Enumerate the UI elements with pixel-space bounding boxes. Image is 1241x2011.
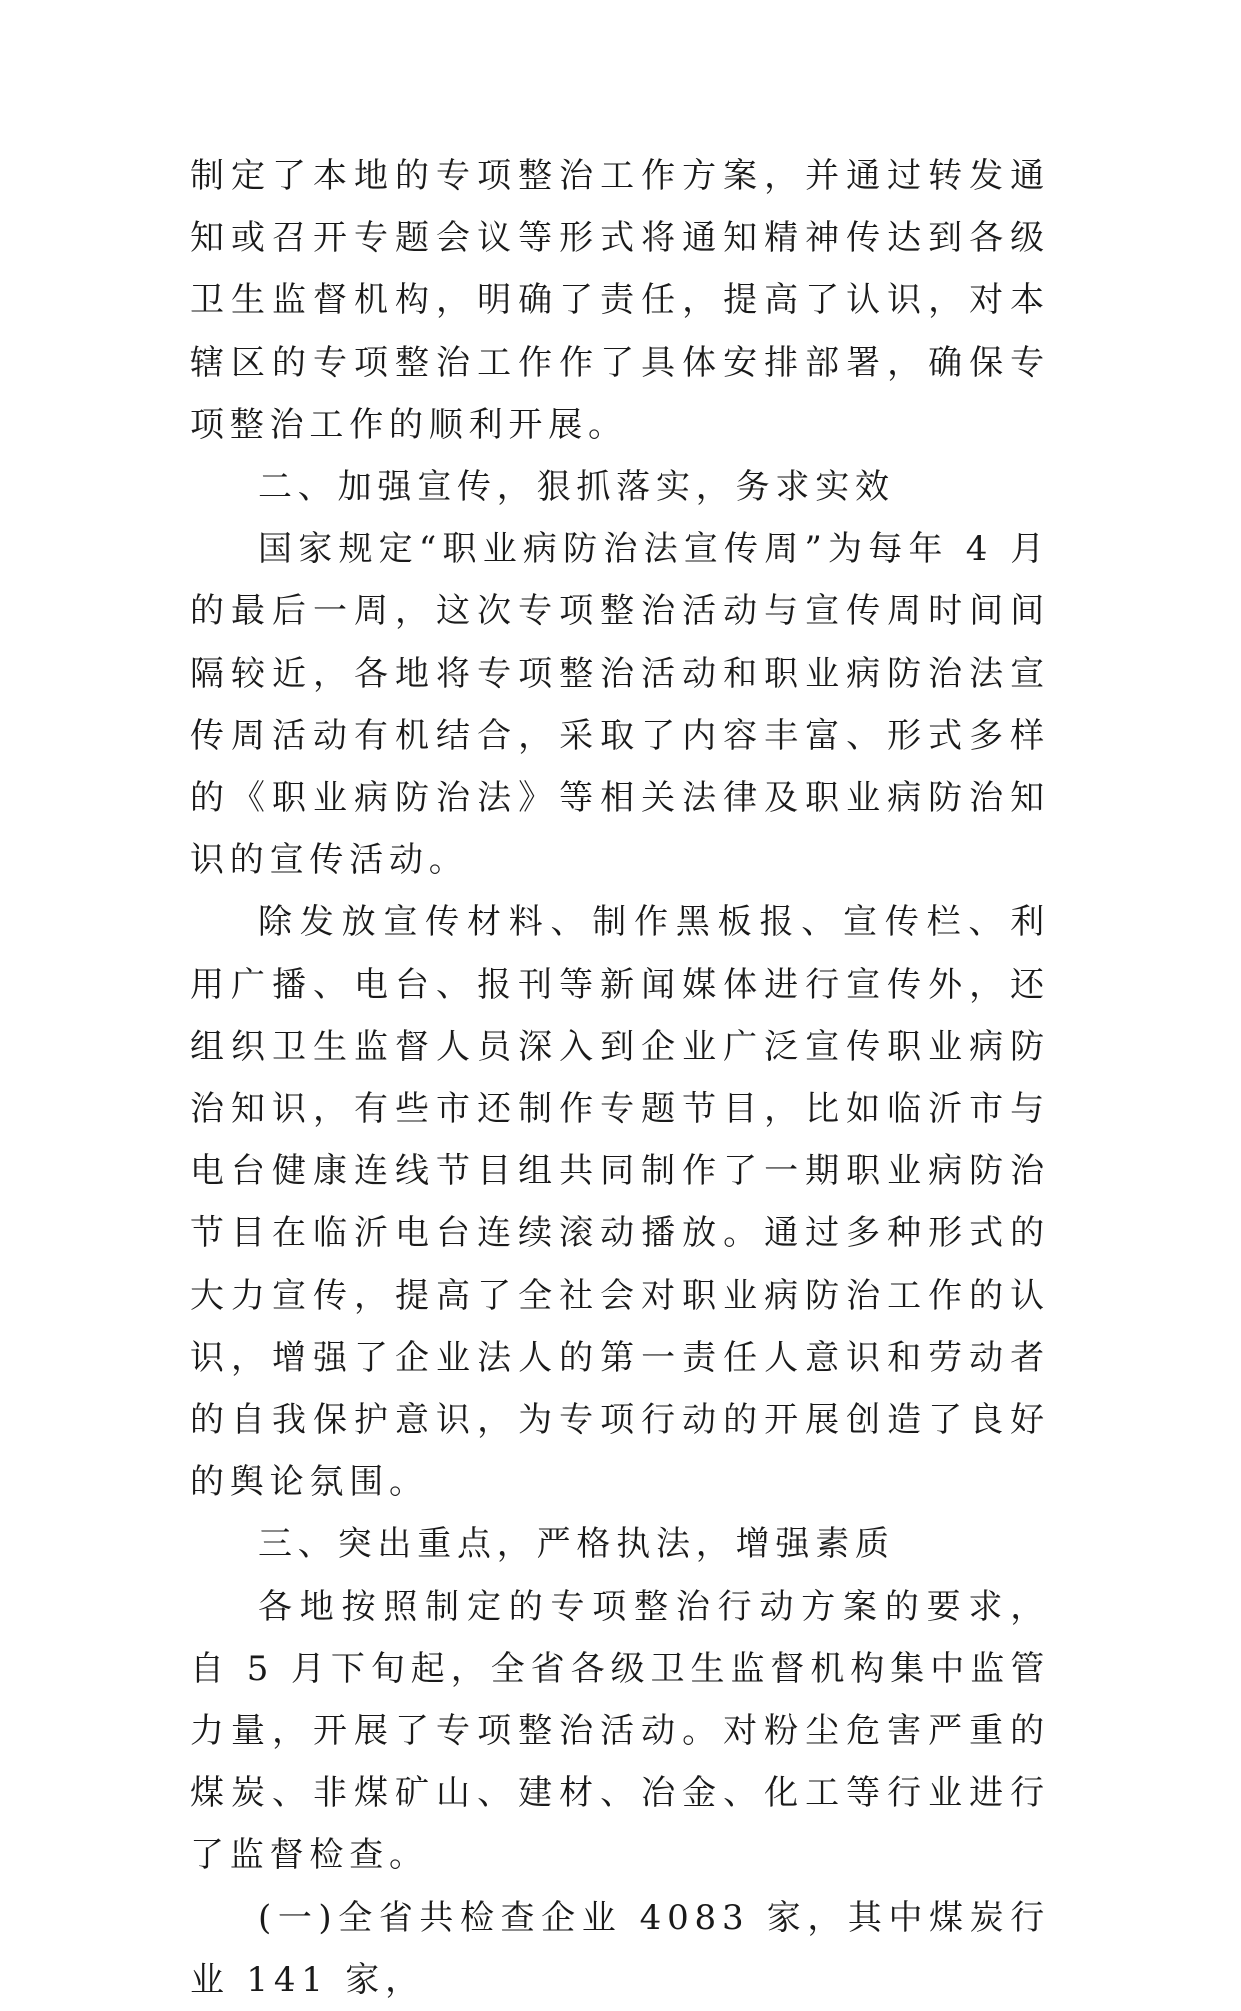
paragraph-enterprise-count: (一)全省共检查企业 4083 家，其中煤炭行业 141 家， — [190, 1897, 1050, 2000]
document-body — [190, 145, 1050, 2011]
section-heading-publicity: 二、加强宣传，狠抓落实，务求实效 — [258, 467, 895, 508]
paragraph-publicity-week: 国家规定“职业病防治法宣传周”为每年 4 月的最后一周，这次专项整治活动与宣传周时间间隔较近，各地将专项整治活动和职业病防治法宣传周活动有机结合，采取了内容丰富、形式多样的《职业病防治法》等相关法律及职业病防治知识的宣传活动。 — [190, 529, 1050, 881]
section-heading-enforcement: 三、突出重点，严格执法，增强素质 — [258, 1524, 895, 1565]
paragraph-media-publicity: 除发放宣传材料、制作黑板报、宣传栏、利用广播、电台、报刊等新闻媒体进行宣传外，还组织卫生监督人员深入到企业广泛宣传职业病防治知识，有些市还制作专题节目，比如临沂市与电台健康连线节目组共同制作了一期职业病防治节目在临沂电台连续滚动播放。通过多种形式的大力宣传，提高了全社会对职业病防治工作的认识，增强了企业法人的第一责任人意识和劳动者的自我保护意识，为专项行动的开展创造了良好的舆论氛围。 — [190, 902, 1050, 1503]
paragraph-continuation: 制定了本地的专项整治工作方案，并通过转发通知或召开专题会议等形式将通知精神传达到各级卫生监督机构，明确了责任，提高了认识，对本辖区的专项整治工作作了具体安排部署，确保专项整治工作的顺利开展。 — [190, 156, 1050, 445]
paragraph-inspection: 各地按照制定的专项整治行动方案的要求，自 5 月下旬起，全省各级卫生监督机构集中监管力量，开展了专项整治活动。对粉尘危害严重的煤炭、非煤矿山、建材、冶金、化工等行业进行了监督检查。 — [190, 1586, 1050, 1876]
